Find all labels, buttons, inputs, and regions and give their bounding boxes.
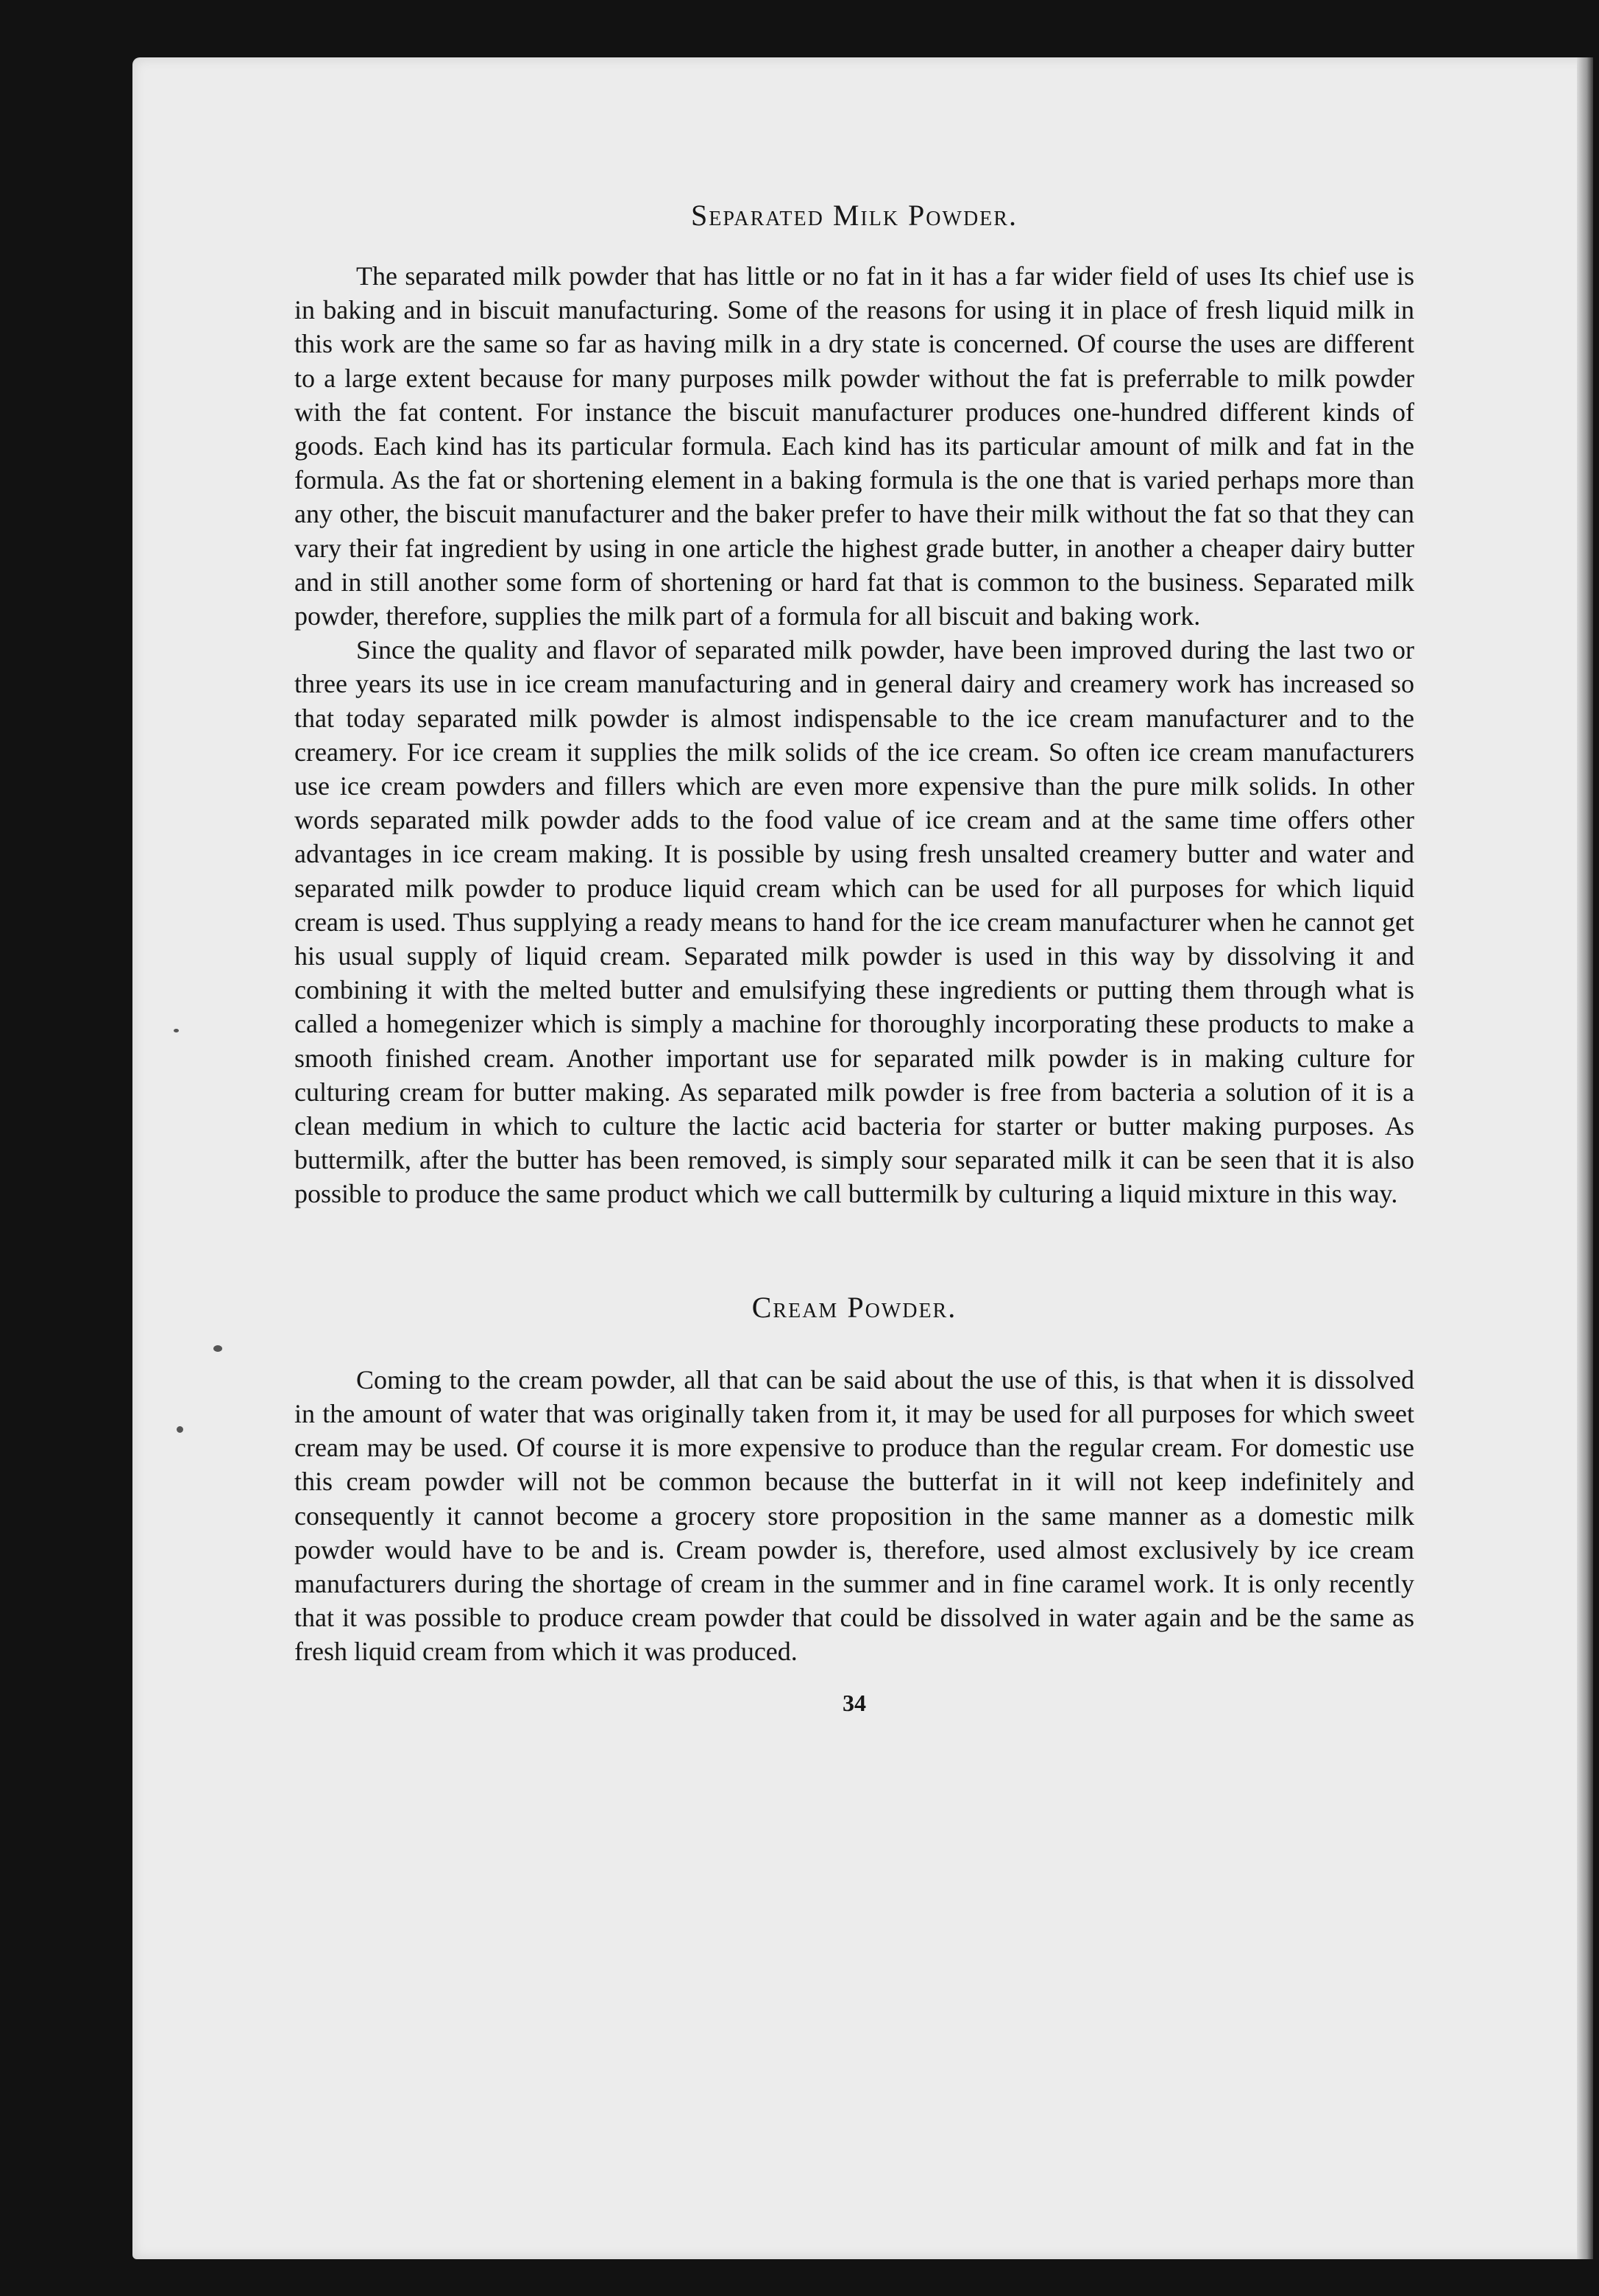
scan-speck [213,1345,222,1352]
section-title-separated-milk-powder: Separated Milk Powder. [691,199,1018,232]
page-edge-shadow [1577,57,1593,2259]
page-number: 34 [843,1689,866,1716]
scan-speck [174,1029,179,1032]
paragraph: Coming to the cream powder, all that can be said about the use of this, is that when it is dissolved in the amount of water that was originally taken from it, it may be used for all purposes for which sweet cream may be used. Of course it is more expensive to produce than the regular cream. For domestic use this cream powder will not be common because the butterfat in it will not keep indefinitely and consequently it cannot become a grocery store proposition in the same manner as a domestic milk powder would have to be and is. Cream powder is, therefore, used almost exclusively by ice cream manufacturers during the shortage of cream in the summer and in fine caramel work. It is only recently that it was possible to produce cream powder that could be dissolved in water again and be the same as fresh liquid cream from which it was produced. [294,1364,1414,1667]
page-content [294,199,1414,1717]
paragraph: The separated milk powder that has little or no fat in it has a far wider field of uses Its chief use is in baking and in biscuit manufacturing. Some of the reasons for using it in place of fresh liquid milk in this work are the same so far as having milk in a dry state is concerned. Of course the uses are different to a large extent because for many purposes milk powder without the fat is preferrable to milk powder with the fat content. For instance the biscuit manufacturer produces one-hundred different kinds of goods. Each kind has its particular formula. Each kind has its particular amount of milk and fat in the formula. As the fat or shortening element in a baking formula is the one that is varied perhaps more than any other, the biscuit manufacturer and the baker prefer to have their milk without the fat so that they can vary their fat ingredient by using in one article the highest grade butter, in another a cheaper dairy butter and in still another some form of shortening or hard fat that is common to the business. Separated milk powder, therefore, supplies the milk part of a formula for all biscuit and baking work. [294,261,1414,631]
paragraph: Since the quality and flavor of separated milk powder, have been improved during the last two or three years its use in ice cream manufacturing and in general dairy and creamery work has increased so that today separated milk powder is almost indispensable to the ice cream manufacturer and to the creamery. For ice cream it supplies the milk solids of the ice cream. So often ice cream manufacturers use ice cream powders and fillers which are even more expensive than the pure milk solids. In other words separated milk powder adds to the food value of ice cream and at the same time offers other advantages in ice cream making. It is possible by using fresh unsalted creamery butter and water and separated milk powder to produce liquid cream which can be used for all purposes for which liquid cream is used. Thus supplying a ready means to hand for the ice cream manufacturer when he cannot get his usual supply of liquid cream. Separated milk powder is used in this way by dissolving it and combining it with the melted butter and emulsifying these ingredients or putting them through what is called a homegenizer which is simply a machine for thoroughly incorporating these products to make a smooth finished cream. Another important use for separated milk powder is in making culture for culturing cream for butter making. As separated milk powder is free from bacteria a solution of it is a clean medium in which to culture the lactic acid bacteria for starter or butter making purposes. As buttermilk, after the butter has been removed, is simply sour separated milk it can be seen that it is also possible to produce the same product which we call buttermilk by culturing a liquid mixture in this way. [294,635,1414,1209]
scan-speck [177,1426,183,1433]
section-title-cream-powder: Cream Powder. [751,1290,957,1324]
